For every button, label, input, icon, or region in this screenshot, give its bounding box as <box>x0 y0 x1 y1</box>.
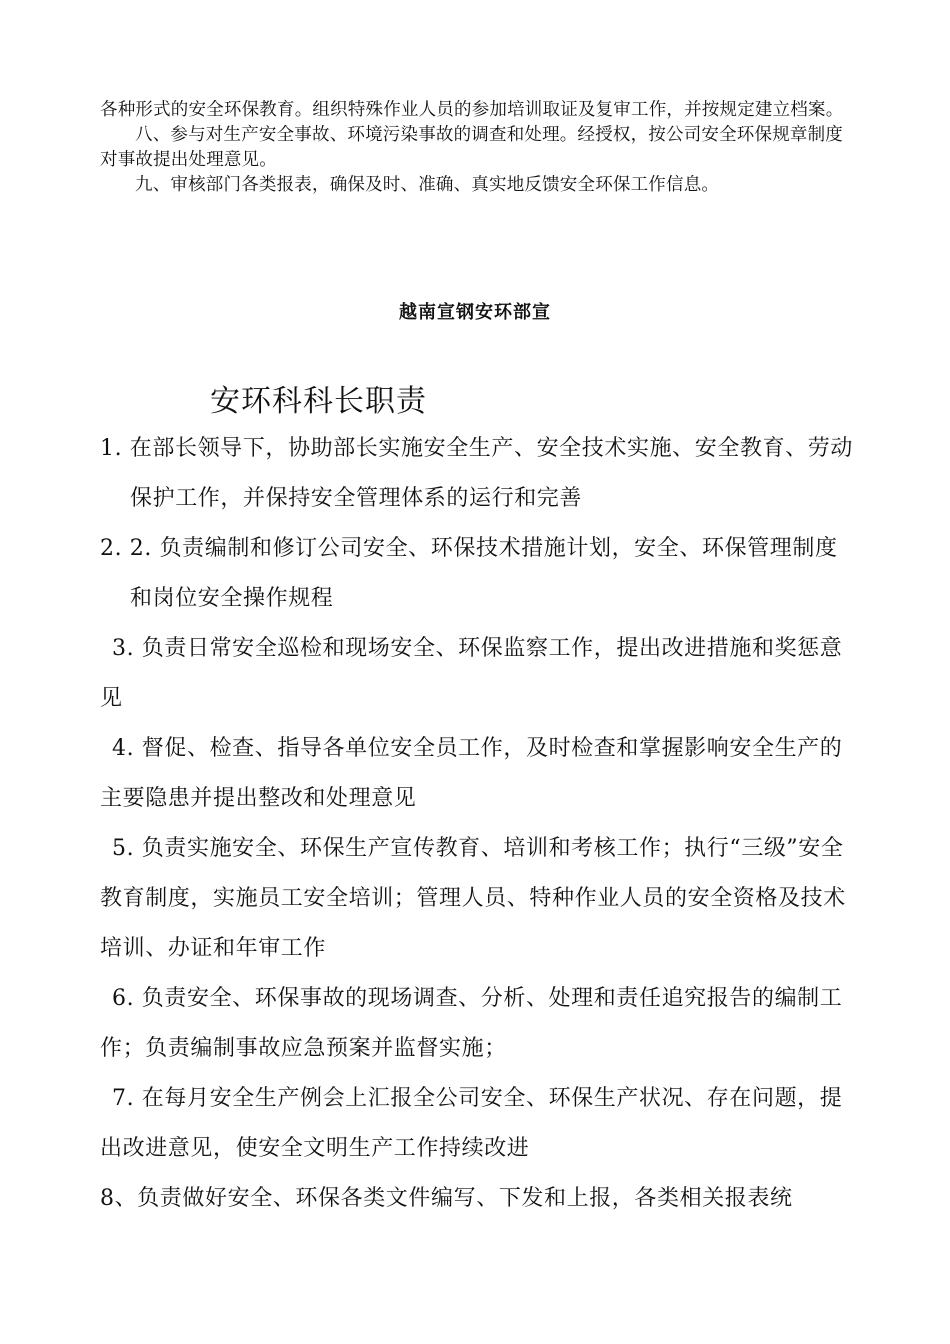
paragraph-education-continuation: 各种形式的安全环保教育。组织特殊作业人员的参加培训取证及复审工作，并按规定建立档案。 <box>100 100 844 120</box>
duty-item-3: 3. 负责日常安全巡检和现场安全、环保监察工作，提出改进措施和奖惩意见 <box>100 636 843 711</box>
job-title-heading: 安环科科长职责 <box>210 384 427 419</box>
duty-item-4: 4. 督促、检查、指导各单位安全员工作，及时检查和掌握影响安全生产的主要隐患并提出整改和处理意见 <box>100 736 843 811</box>
paragraph-item-nine: 九、审核部门各类报表，确保及时、准确、真实地反馈安全环保工作信息。 <box>135 175 720 195</box>
duty-item-5: 5. 负责实施安全、环保生产宣传教育、培训和考核工作；执行“三级”安全教育制度，实施员工安全培训；管理人员、特种作业人员的安全资格及技术培训、办证和年审工作 <box>100 836 846 961</box>
duty-item-2: 2. 2. 负责编制和修订公司安全、环保技术措施计划，安全、环保管理制度和岗位安全操作规程 <box>100 536 838 611</box>
duty-item-8: 8、负责做好安全、环保各类文件编写、下发和上报，各类相关报表统 <box>100 1186 793 1211</box>
duty-item-6: 6. 负责安全、环保事故的现场调查、分析、处理和责任追究报告的编制工作；负责编制事故应急预案并监督实施； <box>100 986 843 1061</box>
duty-item-1: 1. 在部长领导下，协助部长实施安全生产、安全技术实施、安全教育、劳动保护工作，并保持安全管理体系的运行和完善 <box>100 436 853 511</box>
paragraph-item-eight: 八、参与对生产安全事故、环境污染事故的调查和处理。经授权，按公司安全环保规章制度对事故提出处理意见。 <box>100 125 843 170</box>
department-heading: 越南宣钢安环部宣 <box>399 302 551 323</box>
duty-item-7: 7. 在每月安全生产例会上汇报全公司安全、环保生产状况、存在问题，提出改进意见，使安全文明生产工作持续改进 <box>100 1086 843 1161</box>
previous-duties-continuation <box>100 98 860 198</box>
duties-list <box>100 424 860 1224</box>
